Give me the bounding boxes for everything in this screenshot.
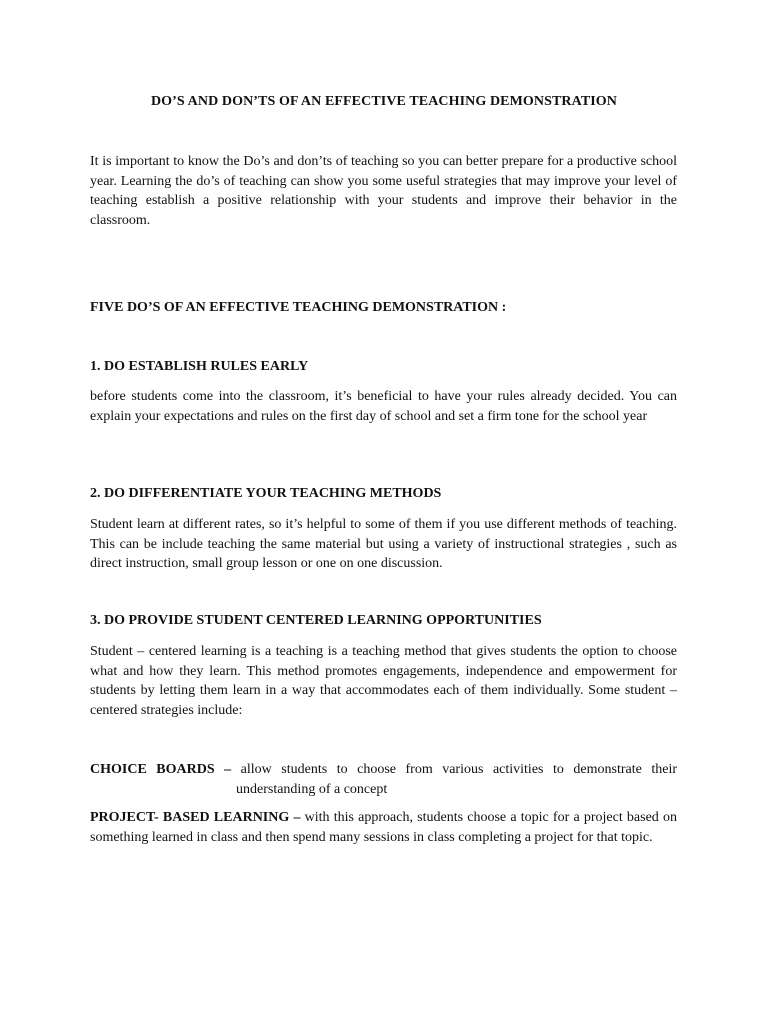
document-title: DO’S AND DON’TS OF AN EFFECTIVE TEACHING DEMONSTRATION: [150, 94, 618, 109]
choice-boards-term: CHOICE BOARDS –: [90, 762, 232, 777]
choice-boards-desc-line2: understanding of a concept: [236, 781, 388, 797]
intro-paragraph: It is important to know the Do’s and don’ts of teaching so you can better prepare for a productive school year. Learning the do’s of teaching can show you some useful strategies that may improve your level of teaching establish a positive relationship with your students and improve their behavior in the classroom.: [90, 154, 677, 228]
section-heading: FIVE DO’S OF AN EFFECTIVE TEACHING DEMONSTRATION :: [90, 300, 507, 315]
item-2-body: Student learn at different rates, so it’s helpful to some of them if you use different methods of teaching. This can be include teaching the same material but using a variety of instructional strategies , such as direct instruction, small group lesson or one on one discussion.: [90, 517, 677, 572]
item-1-body: before students come into the classroom, it’s beneficial to have your rules already decided. You can explain your expectations and rules on the first day of school and set a firm tone for the school year: [90, 389, 677, 424]
project-based-learning-term: PROJECT- BASED LEARNING –: [90, 810, 301, 825]
item-1-heading: 1. DO ESTABLISH RULES EARLY: [90, 359, 309, 374]
choice-boards-desc-line1: allow students to choose from various activities to demonstrate their: [231, 762, 677, 777]
choice-boards-entry: [90, 760, 677, 799]
item-3-body: Student – centered learning is a teaching is a teaching method that gives students the option to choose what and how they learn. This method promotes engagements, independence and empowerment for students by letting them learn in a way that accommodates each of them individually. Some student – centered strategies include:: [90, 644, 677, 718]
project-based-learning-entry: [90, 808, 677, 847]
project-based-learning-desc: with this approach, students choose a topic for a project based on something learned in class and then spend many sessions in class completing a project for that topic.: [90, 810, 677, 845]
item-3-heading: 3. DO PROVIDE STUDENT CENTERED LEARNING OPPORTUNITIES: [90, 613, 542, 628]
item-2-heading: 2. DO DIFFERENTIATE YOUR TEACHING METHODS: [90, 486, 442, 501]
